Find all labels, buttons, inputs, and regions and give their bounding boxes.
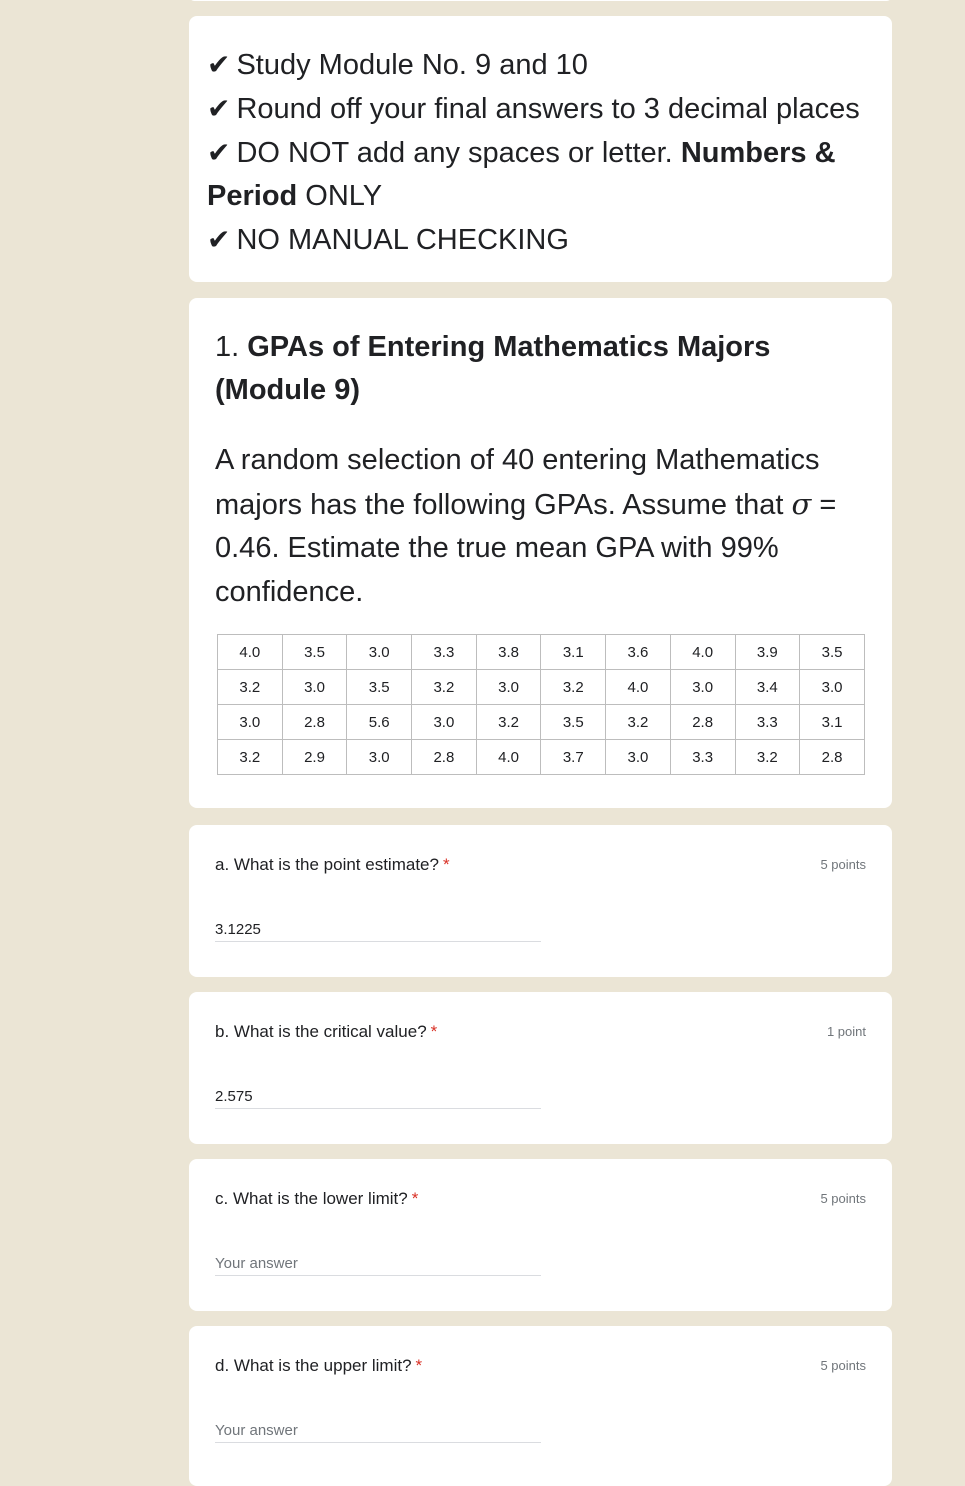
question-description: A random selection of 40 entering Mathematics majors has the following GPAs. Assume that σ = 0.46. Estimate the true mean GPA with 99% confidence. — [215, 444, 837, 608]
gpa-cell: 3.2 — [218, 740, 283, 775]
instruction-rounding: ✔ Round off your final answers to 3 decimal places — [207, 93, 860, 125]
points-label: 1 point — [826, 1024, 866, 1039]
instruction-format: ✔ DO NOT add any spaces or letter. Numbers & Period ONLY — [207, 137, 836, 212]
gpa-cell: 3.1 — [800, 705, 865, 740]
answer-input-d[interactable] — [215, 1418, 541, 1443]
required-asterisk: * — [411, 1189, 419, 1208]
gpa-cell: 2.8 — [800, 740, 865, 775]
gpa-cell: 3.9 — [735, 635, 800, 670]
gpa-cell: 3.0 — [347, 740, 412, 775]
gpa-cell: 4.0 — [606, 670, 671, 705]
gpa-cell: 3.0 — [476, 670, 541, 705]
gpa-table-row — [218, 705, 865, 740]
instruction-study-module: ✔ Study Module No. 9 and 10 — [207, 49, 588, 81]
gpa-cell: 3.4 — [735, 670, 800, 705]
gpa-cell: 3.0 — [670, 670, 735, 705]
question-card — [189, 298, 892, 808]
question-d-label: d. What is the upper limit? * — [215, 1356, 423, 1375]
question-c-card — [189, 1159, 892, 1311]
gpa-table — [217, 634, 865, 775]
check-icon: ✔ — [207, 49, 231, 80]
points-label: 5 points — [820, 857, 866, 872]
gpa-cell: 3.0 — [218, 705, 283, 740]
gpa-cell: 3.3 — [412, 635, 477, 670]
gpa-cell: 3.0 — [282, 670, 347, 705]
gpa-table-row — [218, 740, 865, 775]
gpa-cell: 3.5 — [347, 670, 412, 705]
gpa-cell: 2.8 — [670, 705, 735, 740]
required-asterisk: * — [442, 855, 450, 874]
required-asterisk: * — [415, 1356, 423, 1375]
check-icon: ✔ — [207, 93, 231, 124]
gpa-cell: 3.2 — [412, 670, 477, 705]
gpa-cell: 4.0 — [476, 740, 541, 775]
question-a-card — [189, 825, 892, 977]
required-asterisk: * — [430, 1022, 438, 1041]
gpa-cell: 3.0 — [347, 635, 412, 670]
question-d-card — [189, 1326, 892, 1486]
gpa-cell: 3.0 — [412, 705, 477, 740]
gpa-table-row — [218, 635, 865, 670]
gpa-cell: 3.3 — [735, 705, 800, 740]
gpa-cell: 5.6 — [347, 705, 412, 740]
question-a-label: a. What is the point estimate? * — [215, 855, 450, 874]
points-label: 5 points — [820, 1191, 866, 1206]
instruction-no-manual-checking: ✔ NO MANUAL CHECKING — [207, 224, 569, 256]
gpa-cell: 3.2 — [606, 705, 671, 740]
question-title: 1. GPAs of Entering Mathematics Majors (Module 9) — [215, 331, 771, 406]
gpa-cell: 3.8 — [476, 635, 541, 670]
gpa-cell: 3.2 — [541, 670, 606, 705]
previous-card-edge — [189, 0, 892, 1]
gpa-cell: 3.0 — [606, 740, 671, 775]
gpa-table-row — [218, 670, 865, 705]
gpa-cell: 3.1 — [541, 635, 606, 670]
gpa-cell: 3.5 — [541, 705, 606, 740]
instructions-card — [189, 16, 892, 282]
answer-input-b[interactable] — [215, 1084, 541, 1109]
gpa-cell: 3.5 — [800, 635, 865, 670]
answer-input-a[interactable] — [215, 917, 541, 942]
answer-input-c[interactable] — [215, 1251, 541, 1276]
gpa-cell: 3.6 — [606, 635, 671, 670]
gpa-cell: 3.2 — [218, 670, 283, 705]
gpa-cell: 3.2 — [476, 705, 541, 740]
question-b-card — [189, 992, 892, 1144]
check-icon: ✔ — [207, 137, 231, 168]
gpa-cell: 3.0 — [800, 670, 865, 705]
gpa-cell: 3.2 — [735, 740, 800, 775]
points-label: 5 points — [820, 1358, 866, 1373]
gpa-cell: 3.5 — [282, 635, 347, 670]
sigma-symbol: σ — [791, 486, 812, 521]
gpa-cell: 4.0 — [218, 635, 283, 670]
gpa-cell: 2.9 — [282, 740, 347, 775]
gpa-cell: 3.3 — [670, 740, 735, 775]
gpa-cell: 3.7 — [541, 740, 606, 775]
gpa-cell: 4.0 — [670, 635, 735, 670]
gpa-cell: 2.8 — [282, 705, 347, 740]
check-icon: ✔ — [207, 224, 231, 255]
question-c-label: c. What is the lower limit? * — [215, 1189, 419, 1208]
question-b-label: b. What is the critical value? * — [215, 1022, 438, 1041]
gpa-cell: 2.8 — [412, 740, 477, 775]
